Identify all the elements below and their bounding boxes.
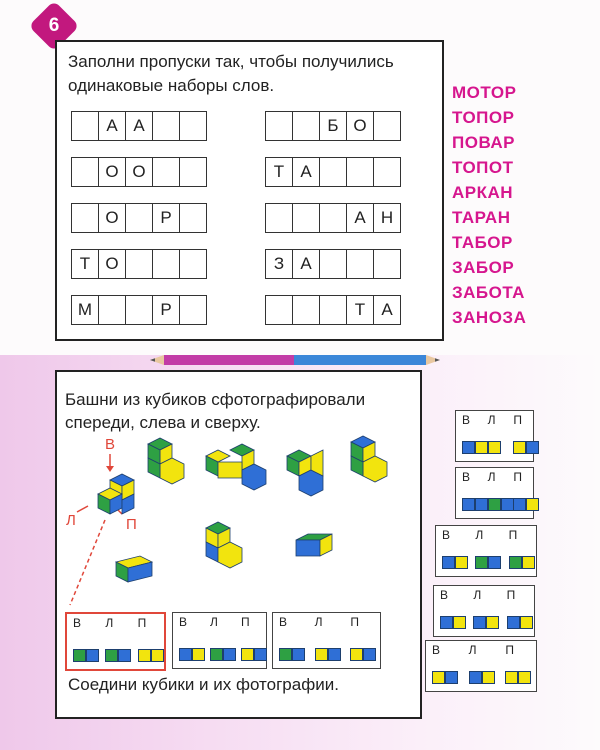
photo-view-label: В [462,470,471,484]
view-square [453,616,466,629]
view-square [475,441,488,454]
cube-tower-3-icon [283,440,333,500]
empty-letter-cell[interactable] [153,112,180,140]
view-square [501,498,514,511]
empty-letter-cell[interactable] [180,204,206,232]
word-item: ЗАБОТА [452,283,525,302]
direction-label-left: Л [66,512,76,529]
letter-cell: О [126,158,153,186]
cube-tower-7-icon [110,552,170,597]
empty-letter-cell[interactable] [153,250,180,278]
letter-grid [265,249,401,279]
photo-view-label: Л [468,643,477,657]
photo-view-label: П [508,528,518,542]
view-square [475,556,488,569]
photo-card[interactable] [455,410,534,462]
letter-cell: А [126,112,153,140]
empty-letter-cell[interactable] [320,296,347,324]
view-square [473,616,486,629]
letter-cell: Б [320,112,347,140]
empty-letter-cell[interactable] [320,158,347,186]
empty-letter-cell[interactable] [266,296,293,324]
cube-tower-6-icon [290,530,350,575]
view-square [73,649,86,662]
view-square [442,556,455,569]
letter-cell: Р [153,204,180,232]
view-square [507,616,520,629]
photo-card[interactable] [425,640,537,692]
letter-cell: А [381,300,393,319]
photo-view-label: В [440,588,449,602]
view-square [475,498,488,511]
view-square [432,671,445,684]
word-item: ТАБОР [452,233,513,252]
photo-view-label: Л [105,616,114,630]
view-square [513,498,526,511]
view-square [488,498,501,511]
view-square [462,498,475,511]
empty-letter-cell[interactable] [180,158,206,186]
view-square [223,648,236,661]
letter-grid [71,295,207,325]
word-list [452,80,526,330]
task2-text-line1: Башни из кубиков сфотографировали [65,390,366,409]
letter-grid [265,111,401,141]
photo-view-label: Л [475,528,484,542]
direction-label-right: П [126,516,137,533]
cube-tower-1-icon [138,432,198,492]
view-square [210,648,223,661]
task1-text-line2: одинаковые наборы слов. [68,76,275,95]
empty-letter-cell[interactable] [72,112,99,140]
word-item: ТАРАН [452,208,511,227]
photo-view-label: Л [487,413,496,427]
photo-view-label: П [241,615,250,629]
view-square [328,648,341,661]
view-square [279,648,292,661]
view-square [488,441,501,454]
empty-letter-cell[interactable] [374,158,400,186]
photo-card[interactable] [172,612,267,669]
empty-letter-cell[interactable] [72,158,99,186]
view-square [179,648,192,661]
direction-label-top: В [105,436,116,453]
word-item: АРКАН [452,183,514,202]
view-square [292,648,305,661]
empty-letter-cell[interactable] [126,250,153,278]
view-square [486,616,499,629]
empty-letter-cell[interactable] [374,112,400,140]
view-square [350,648,363,661]
empty-letter-cell[interactable] [126,296,153,324]
view-square [138,649,151,662]
word-item: ТОПОТ [452,158,514,177]
word-item: ЗАБОР [452,258,515,277]
view-square [151,649,164,662]
letter-cell: Т [266,158,293,186]
photo-view-label: П [505,643,514,657]
view-square [520,616,533,629]
empty-letter-cell[interactable] [293,112,320,140]
view-square [482,671,495,684]
view-square [526,441,539,454]
letter-cell: Р [153,296,180,324]
cube-tower-2-icon [200,440,280,500]
letter-cell: А [293,158,320,186]
photo-view-label: П [513,470,522,484]
letter-cell: А [293,250,320,278]
photo-view-label: В [279,615,288,629]
task1-text-line1: Заполни пропуски так, чтобы получились [68,52,394,71]
letter-cell: Т [347,296,374,324]
empty-letter-cell[interactable] [153,158,180,186]
photo-card[interactable] [272,612,381,669]
photo-view-label: Л [473,588,482,602]
task-number: 6 [48,15,60,36]
word-item: МОТОР [452,83,517,102]
view-square [105,649,118,662]
task2-footer: Соедини кубики и их фотографии. [68,675,339,694]
view-square [469,671,482,684]
empty-letter-cell[interactable] [320,204,347,232]
word-item: ТОПОР [452,108,515,127]
letter-cell: М [72,296,99,324]
letter-cell: А [347,204,374,232]
empty-letter-cell[interactable] [72,204,99,232]
letter-cell: О [99,158,126,186]
view-square [445,671,458,684]
letter-grid [71,249,207,279]
view-square [86,649,99,662]
view-square [509,556,522,569]
photo-card[interactable] [65,612,166,671]
photo-view-label: П [513,413,522,427]
view-square [526,498,539,511]
view-square [522,556,535,569]
pencil-divider-icon [150,354,440,366]
empty-letter-cell[interactable] [266,112,293,140]
photo-view-label: П [350,615,359,629]
view-square [505,671,518,684]
photo-view-label: В [179,615,188,629]
letter-grid [71,111,207,141]
view-square [118,649,131,662]
view-square [440,616,453,629]
view-square [363,648,376,661]
photo-view-label: Л [210,615,218,629]
view-square [254,648,267,661]
letter-cell: О [99,250,126,278]
empty-letter-cell[interactable] [180,250,206,278]
letter-cell: З [266,250,293,278]
photo-card[interactable] [433,585,535,637]
letter-cell: О [347,112,374,140]
photo-card[interactable] [435,525,537,577]
view-square [192,648,205,661]
view-square [462,441,475,454]
photo-view-label: В [442,528,451,542]
empty-letter-cell[interactable] [126,204,153,232]
letter-cell: О [99,204,126,232]
empty-letter-cell[interactable] [180,112,206,140]
photo-view-label: П [137,616,147,630]
photo-view-label: П [506,588,516,602]
letter-grid [265,157,401,187]
view-square [488,556,501,569]
word-item: ПОВАР [452,133,515,152]
photo-view-label: В [73,616,82,630]
letter-grid [71,157,207,187]
empty-letter-cell[interactable] [347,158,374,186]
cube-tower-4-icon [345,432,395,492]
letter-grid [265,203,401,233]
empty-letter-cell[interactable] [320,250,347,278]
view-square [241,648,254,661]
photo-card[interactable] [455,467,534,519]
view-square [455,556,468,569]
photo-view-label: Л [314,615,323,629]
empty-letter-cell[interactable] [374,250,400,278]
empty-letter-cell[interactable] [99,296,126,324]
empty-letter-cell[interactable] [180,296,206,324]
letter-grid [265,295,401,325]
letter-cell: А [99,112,126,140]
empty-letter-cell[interactable] [347,250,374,278]
view-square [315,648,328,661]
letter-cell: Т [72,250,99,278]
photo-view-label: В [462,413,471,427]
empty-letter-cell[interactable] [293,296,320,324]
view-square [513,441,526,454]
photo-view-label: Л [487,470,496,484]
letter-cell: Н [380,208,394,227]
cube-tower-5-icon [200,518,260,578]
word-item: ЗАНОЗА [452,308,527,327]
letter-grid [71,203,207,233]
task2-text-line2: спереди, слева и сверху. [65,413,261,432]
view-square [518,671,531,684]
empty-letter-cell[interactable] [266,204,293,232]
photo-view-label: В [432,643,441,657]
empty-letter-cell[interactable] [293,204,320,232]
